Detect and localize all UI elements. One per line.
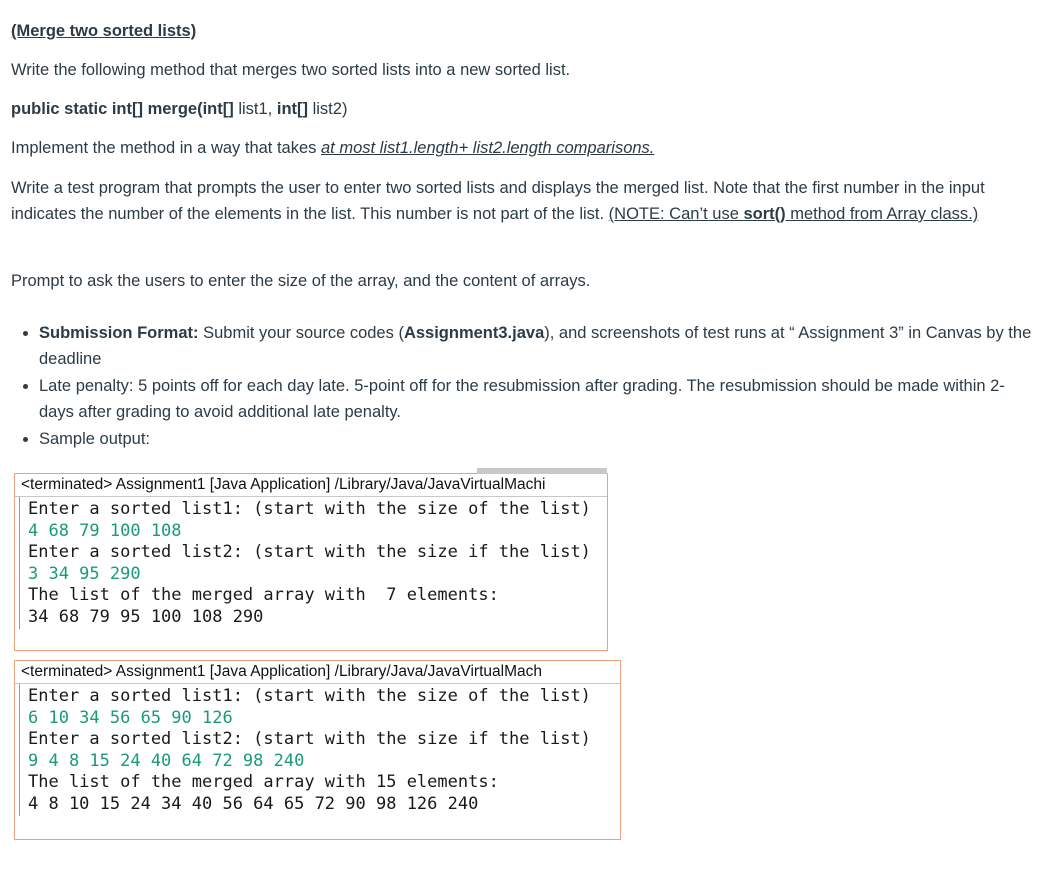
console-input-line: 3 34 95 290	[28, 563, 141, 584]
implement-text	[11, 135, 654, 161]
note-end: method from Array class.)	[785, 205, 979, 223]
console-body	[19, 497, 607, 629]
submission-text-2: ), and screenshots of test runs at “ Assignment 3” in Canvas by the deadline	[39, 324, 1032, 368]
console-prompt-line: Enter a sorted list1: (start with the size of the list)	[28, 499, 591, 519]
console-output-line: 4 8 10 15 24 34 40 56 64 65 72 90 98 126 240	[28, 793, 479, 814]
console-screenshot-2	[14, 660, 621, 840]
console-output-line: 34 68 79 95 100 108 290	[28, 606, 264, 627]
note-start: (NOTE: Can’t use	[608, 205, 744, 223]
list-item-sample: • Sample output:	[39, 426, 1039, 452]
console-output-line: The list of the merged array with 15 elements:	[28, 772, 499, 793]
list-item-submission	[39, 320, 1039, 372]
console-prompt-line: Enter a sorted list2: (start with the size if the list)	[28, 542, 591, 563]
note-sort: sort()	[743, 205, 786, 223]
implement-lead: Implement the method in a way that takes	[11, 139, 321, 157]
submission-text-1: Submit your source codes (	[198, 324, 404, 342]
console-header: <terminated> Assignment1 [Java Application] /Library/Java/JavaVirtualMach	[15, 661, 620, 684]
console-input-line: 9 4 8 15 24 40 64 72 98 240	[28, 750, 305, 771]
implement-emphasis: at most list1.length+ list2.length comparisons.	[321, 139, 655, 157]
console-tab-strip	[477, 468, 607, 474]
console-prompt-line: Enter a sorted list1: (start with the size of the list)	[28, 686, 591, 706]
intro-text: Write the following method that merges two sorted lists into a new sorted list.	[11, 61, 571, 79]
console-input-line: 6 10 34 56 65 90 126	[28, 707, 233, 728]
list-item-late-penalty: • Late penalty: 5 points off for each day late. 5-point off for the resubmission after grading. The resubmission should be made within 2-days after grading to avoid additional late penalty.	[39, 373, 1039, 425]
test-program-text	[11, 175, 1031, 227]
console-input-line: 4 68 79 100 108	[28, 520, 182, 541]
method-signature	[11, 96, 347, 122]
signature-part-2: list1,	[233, 100, 277, 118]
console-prompt-line: Enter a sorted list2: (start with the size if the list)	[28, 729, 591, 750]
console-header: <terminated> Assignment1 [Java Application] /Library/Java/JavaVirtualMachi	[15, 474, 607, 497]
signature-part-4: list2)	[308, 100, 348, 118]
console-output-line: The list of the merged array with 7 elements:	[28, 585, 499, 606]
page-title: (Merge two sorted lists)	[11, 22, 197, 40]
requirements-list	[0, 320, 1039, 453]
submission-file: Assignment3.java	[403, 324, 545, 342]
test-program-body: Write a test program that prompts the user to enter two sorted lists and displays the merged list. Note that the first number in the input indicates the number of the elements in the list. This number is not part of the list.	[11, 179, 985, 223]
console-body	[19, 684, 620, 816]
note-text	[609, 205, 979, 223]
signature-part-3: int[]	[276, 100, 309, 118]
submission-label: Submission Format:	[39, 324, 199, 342]
signature-part-1: public static int[] merge(int[]	[11, 100, 234, 118]
console-screenshot-1	[14, 473, 608, 651]
prompt-note: Prompt to ask the users to enter the size of the array, and the content of arrays.	[11, 272, 591, 290]
